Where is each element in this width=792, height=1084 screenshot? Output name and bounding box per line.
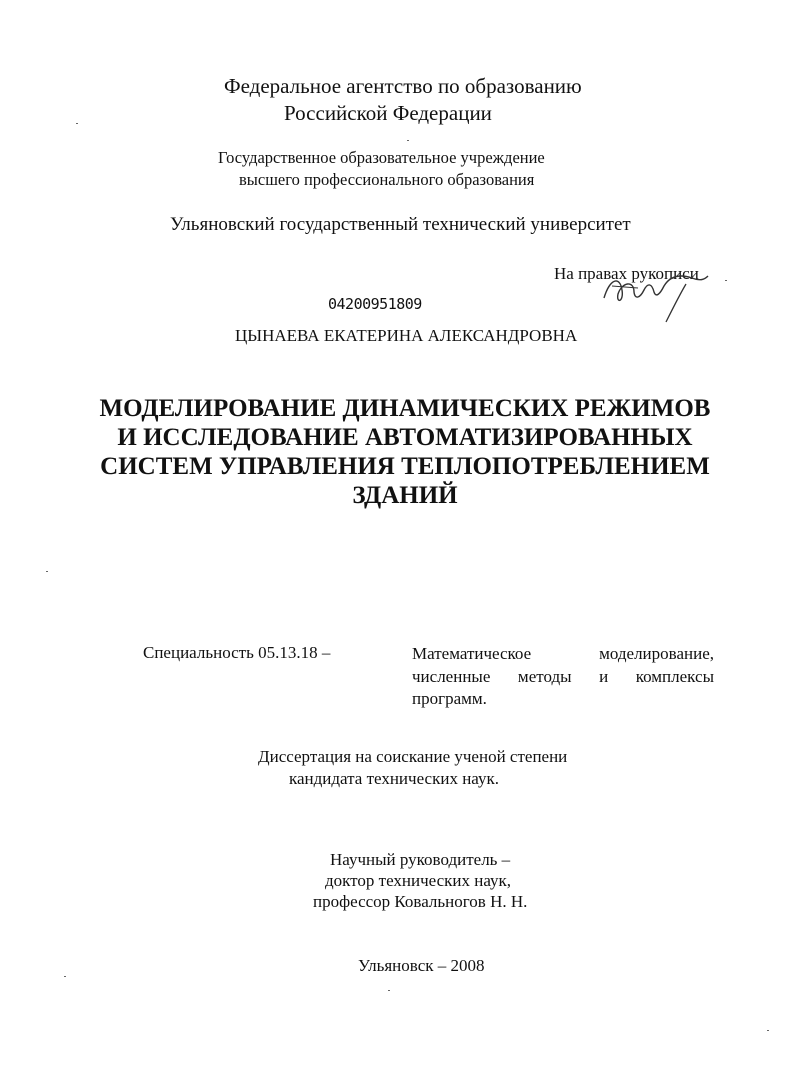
scan-speck (46, 571, 48, 572)
manuscript-note: На правах рукописи (554, 264, 699, 283)
degree-line-2: кандидата технических наук. (289, 769, 499, 788)
title-line: МОДЕЛИРОВАНИЕ ДИНАМИЧЕСКИХ РЕЖИМОВ (99, 395, 711, 422)
title-line: ЗДАНИЙ (352, 482, 458, 509)
supervisor-line-3: профессор Ковальногов Н. Н. (313, 892, 528, 911)
place-year: Ульяновск – 2008 (358, 956, 485, 975)
supervisor-line-1: Научный руководитель – (330, 850, 511, 869)
dissertation-title (60, 394, 750, 510)
scan-speck (767, 1030, 769, 1031)
institution-line-1: Государственное образовательное учреждение (218, 148, 545, 167)
agency-line-1: Федеральное агентство по образованию (224, 74, 582, 98)
scan-speck (407, 140, 409, 141)
signature (594, 264, 714, 326)
catalog-number: 04200951809 (328, 295, 422, 313)
agency-line-2: Российской Федерации (284, 101, 492, 125)
scan-speck (388, 990, 390, 991)
degree-line-1: Диссертация на соискание ученой степени (258, 747, 568, 766)
specialty-description: Математическое моделирование, численные методы и комплексы программ. (412, 644, 714, 708)
institution-line-2: высшего профессионального образования (239, 170, 535, 189)
author-name: ЦЫНАЕВА ЕКАТЕРИНА АЛЕКСАНДРОВНА (235, 326, 578, 345)
scan-speck (76, 123, 78, 124)
supervisor-line-2: доктор технических наук, (325, 871, 512, 890)
scan-speck (64, 976, 66, 977)
title-line: СИСТЕМ УПРАВЛЕНИЯ ТЕПЛОПОТРЕБЛЕНИЕМ (100, 453, 710, 480)
specialty-label: Специальность 05.13.18 – (143, 643, 331, 662)
scan-speck (725, 280, 727, 281)
university-name: Ульяновский государственный технический университет (170, 214, 631, 235)
title-line: И ИССЛЕДОВАНИЕ АВТОМАТИЗИРОВАННЫХ (117, 424, 693, 451)
